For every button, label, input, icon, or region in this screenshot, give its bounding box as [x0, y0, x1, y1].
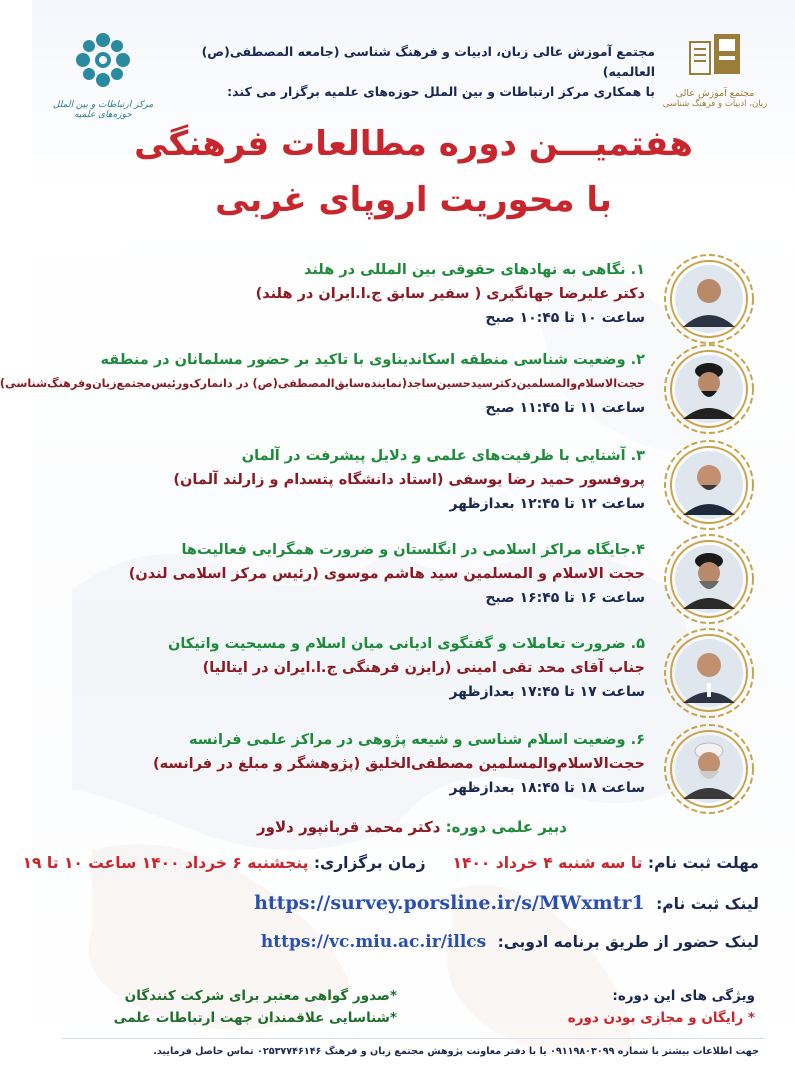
session-time: ساعت ۱۶ تا ۱۶:۴۵ صبح	[485, 590, 645, 606]
feature-free-online: * رایگان و مجازی بودن دوره	[567, 1010, 755, 1026]
speaker-portrait-3	[661, 437, 757, 533]
session-3	[85, 444, 645, 516]
collaboration-line: با همکاری مرکز ارتباطات و بین الملل حوزه‌های علمیه برگزار می کند:	[227, 84, 655, 99]
features-title: ویژگی های این دوره:	[612, 988, 755, 1004]
session-6	[85, 728, 645, 800]
registration-line	[254, 892, 759, 914]
contact-footer: جهت اطلاعات بیشتر با شماره ۰۹۱۱۹۸۰۳۰۹۹ یا با دفتر معاونت پژوهش مجتمع زبان و فرهنگ ۰۲۵۳۷۷۴۶۱۴۶ تماس حاصل فرمایید.	[153, 1046, 759, 1057]
session-time: ساعت ۱۲ تا ۱۲:۴۵ بعدازظهر	[449, 496, 645, 512]
session-speaker: پروفسور حمید رضا یوسفی (استاد دانشگاه پتسدام و زارلند آلمان)	[173, 472, 645, 488]
session-topic: ۶. وضعیت اسلام شناسی و شیعه پژوهی در مراکز علمی فرانسه	[188, 732, 645, 748]
session-time: ساعت ۱۸ تا ۱۸:۴۵ بعدازظهر	[449, 780, 645, 796]
session-time: ساعت ۱۱ تا ۱۱:۴۵ صبح	[485, 400, 645, 416]
session-time: ساعت ۱۰ تا ۱۰:۴۵ صبح	[485, 310, 645, 326]
speaker-portrait-icon	[661, 531, 757, 627]
deadline-label: مهلت ثبت نام:	[647, 854, 759, 872]
session-2	[0, 348, 645, 420]
speaker-portrait-icon	[661, 625, 757, 721]
seminary-logo	[48, 28, 158, 120]
session-time: ساعت ۱۷ تا ۱۷:۴۵ بعدازظهر	[449, 684, 645, 700]
speaker-portrait-1	[661, 251, 757, 347]
session-1	[85, 258, 645, 330]
speaker-portrait-4	[661, 531, 757, 627]
session-speaker: جناب آقای محد تقی امینی (رایزن فرهنگی ج.ا.ایران در ایتالیا)	[202, 660, 645, 676]
session-speaker: حجت‌الاسلام‌و‌المسلمین مصطفی‌الخلیق (پژوهشگر و مبلغ در فرانسه)	[153, 756, 645, 772]
scientific-secretary	[257, 818, 567, 836]
event-date-label: زمان برگزاری:	[313, 854, 426, 872]
university-logo-caption-1: مجتمع آموزش عالی	[675, 88, 755, 99]
attendance-label: لینک حضور از طریق برنامه ادوبی:	[497, 933, 759, 951]
attendance-line	[261, 932, 759, 952]
session-speaker: حجت الاسلام و المسلمین سید هاشم موسوی (رئیس مرکز اسلامی لندن)	[128, 566, 645, 582]
session-topic: ۱. نگاهی به نهادهای حقوقی بین المللی در هلند	[304, 262, 645, 278]
university-logo	[655, 30, 775, 120]
course-title: هفتمیـــن دوره مطالعات فرهنگی	[134, 124, 693, 164]
session-4	[85, 538, 645, 610]
speaker-portrait-6	[661, 721, 757, 817]
deadline-value: تا سه شنبه ۴ خرداد ۱۴۰۰	[452, 854, 643, 872]
speaker-portrait-icon	[661, 251, 757, 347]
registration-label: لینک ثبت نام:	[656, 895, 759, 913]
registration-link[interactable]: https://survey.porsline.ir/s/MWxmtr1	[254, 892, 645, 914]
seminary-logo-icon	[71, 28, 135, 92]
organizer-header	[185, 42, 655, 102]
speaker-portrait-icon	[661, 341, 757, 437]
footer-divider	[62, 1038, 765, 1039]
seminary-logo-caption: مرکز ارتباطات و بین الملل حوزه‌های علمیه	[52, 100, 154, 120]
session-topic: ۴.جایگاه مراکز اسلامی در انگلستان و ضرورت همگرایی فعالیت‌ها	[181, 542, 645, 558]
course-subtitle: با محوریت اروپای غربی	[215, 180, 612, 220]
organizer-line: مجتمع آموزش عالی زبان، ادبیات و فرهنگ شناسی (جامعه المصطفی(ص) العالمیه)	[201, 44, 655, 79]
university-logo-icon	[684, 30, 746, 82]
event-date-value: پنجشنبه ۶ خرداد ۱۴۰۰ ساعت ۱۰ تا ۱۹	[22, 854, 309, 872]
speaker-portrait-icon	[661, 721, 757, 817]
speaker-portrait-2	[661, 341, 757, 437]
session-topic: ۲. وضعیت شناسی منطقه اسکاندیناوی با تاکید بر حضور مسلمانان در منطقه	[100, 352, 645, 368]
session-5	[85, 632, 645, 704]
session-speaker: دکتر علیرضا جهانگیری ( سفیر سابق ج.ا.ایران در هلند)	[255, 286, 645, 302]
session-speaker: حجت‌الاسلام‌والمسلمین‌دکتر‌سید‌حسین‌ساجد(نماینده‌سابق‌المصطفی(ص) در دانمارک‌و‌رئیس‌مجتمع‌زبان‌و‌فرهنگ‌شناسی)	[0, 377, 645, 390]
university-logo-caption-2: زبان، ادبیات و فرهنگ شناسی	[662, 99, 768, 109]
secretary-label: دبیر علمی دوره:	[445, 818, 567, 836]
session-topic: ۳. آشنایی با ظرفیت‌های علمی و دلایل پیشرفت در آلمان	[241, 448, 645, 464]
attendance-link[interactable]: https://vc.miu.ac.ir/illcs	[260, 932, 487, 952]
session-topic: ۵. ضرورت تعاملات و گفتگوی ادیانی میان اسلام و مسیحیت واتیکان	[167, 636, 645, 652]
secretary-name: دکتر محمد قربانپور دلاور	[257, 818, 441, 836]
feature-identification: *شناسایی علاقمندان جهت ارتباطات علمی	[113, 1010, 397, 1026]
schedule-line	[23, 854, 759, 872]
speaker-portrait-icon	[661, 437, 757, 533]
feature-certificate: *صدور گواهی معتبر برای شرکت کنندگان	[124, 988, 397, 1004]
speaker-portrait-5	[661, 625, 757, 721]
